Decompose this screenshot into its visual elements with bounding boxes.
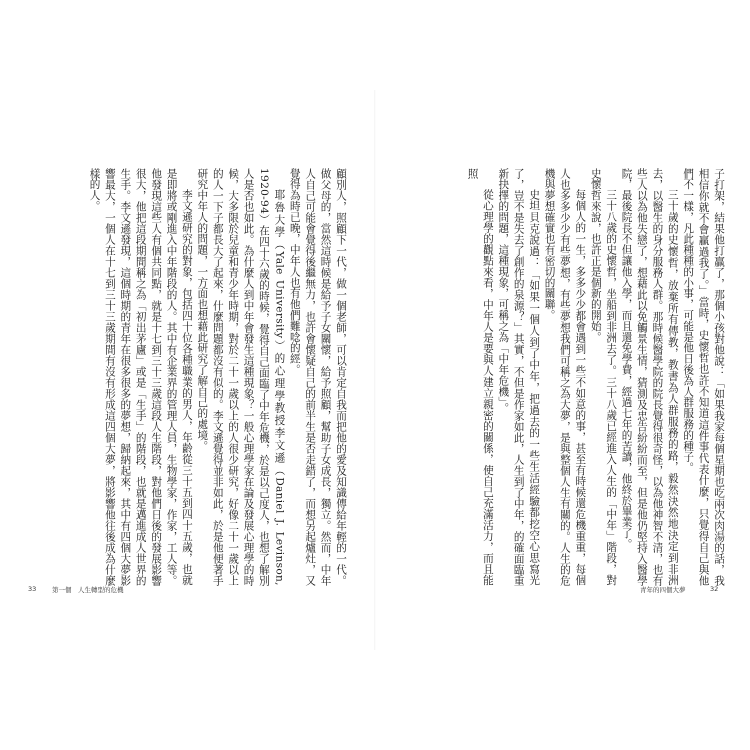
left-page [0,0,372,750]
left-page-body [36,168,348,586]
paragraph: 三十八歲的史懷哲，坐船到非洲去了。三十八歲已經進入人生的「中年」階段，對史懷哲來說，也許正是個新的開始。 [589,168,618,586]
book-gutter [374,90,376,650]
right-page-body [394,168,726,586]
right-page [378,0,750,750]
paragraph: 史坦貝克說過：「如果一個人到了中年，把過去的一些生活經驗都挖空心思寫光了，豈不是失去了創作的泉源？」其實，不但是作家如此，人生到了中年，的確面臨重新抉擇的問題，這種現象，可稱之為「中年危機」。 [497,168,541,586]
running-head: 第一個 人生轉型的危機 [52,586,124,594]
paragraph: 李文遜研究的對象，包括四十位各種職業的男人，年齡從三十五到四十五歲，也就是即將或剛進入中年階段的人。其中有企業界的管理人員，生物學家，作家，工人等。他發現這些人有個共同點，就是十七到三十三歲這段人生階段，對他們日後的發展影響很大，他把這段期間稱之為「初出茅廬」或是「生手」的階段，也就是邁進成人世界的生手。李文遜發現，這個時期的青年在很多很多的夢想，歸納起來，其中有四個大夢影響最大，一個人在十七到三十三歲期間有沒有形成這四個大夢，將影響他往後成為什麼樣的人。 [88,168,193,586]
page-number: 32 [710,585,719,593]
running-head: 青年的四個大夢 [640,586,686,594]
paragraph: 從心理學的觀點來看，中年人是要與人建立親密的關係，使自己充滿活力，而且能照 [466,168,494,586]
paragraph: 顧別人，照顧下一代，做一個老師，可以肯定自我而把他的愛及知識傳給年輕的一代。做父母的，當然這時候是給予子女關懷，給予照顧，幫助子女成長，獨立。然而，中年人自己可能會覺得後繼無力，也許會懷疑自己的前半生是否走錯了，而想另起爐灶，又覺得為時已晚，中年人也有他們難唸的經。 [288,168,347,586]
page-number: 33 [28,585,37,593]
paragraph: 每個人的一生，多多少少都會遇到一些不如意的事，甚至有時候還危機重重，每個人也多多少少有些夢想，有些夢想我們可稱之為大夢，是與整個人生有關的。人生的危機與夢想確實也有密切的關聯。 [543,168,587,586]
paragraph: 三十歲的史懷哲，放棄所有傳教，教書為人群服務的路，毅然決然地決定到非洲去，以醫生的身分服務人群。那時候醫學院的院長覺得很奇怪，以為他神智不清，也有些人以為他失戀了，想藉此以免觸景生情，猜測及忠告紛紛而至，但是他仍堅持入醫學院，最後院長不但讓他入學，而且還免學費，經過七年的苦讀，他終於畢業了。 [620,168,679,586]
paragraph: 子打架，結果他打贏了，那個小孩對他說：「如果我家每個星期也吃兩次肉湯的話，我相信你就不會贏過我了。」當時，史懷哲也許不知道這件事代表什麼，只覺得自己與他們不一樣，凡此種種的小事，可能是他日後為人群服務的種子。 [682,168,725,586]
paragraph: 耶魯大學（Yale University）的心理學教授李文遜（Daniel J. Levinson, 1920-94）在四十六歲的時候，覺得自己面臨了中年危機，於是以己度人，也想了解別人是否也如此。為什麼人到中年會發生這種現象？一般心理學家在論及發展心理學的時候，大多限於兒童和青少年時期，對於二十一歲以上的人很少研究，好像二十一歲以上的人一下子都長大了起來，什麼問題都沒有似的。李文遜覺得並非如此，於是他便著手研究中年人的問題，一方面也想藉此研究了解自己的處境。 [196,168,286,586]
